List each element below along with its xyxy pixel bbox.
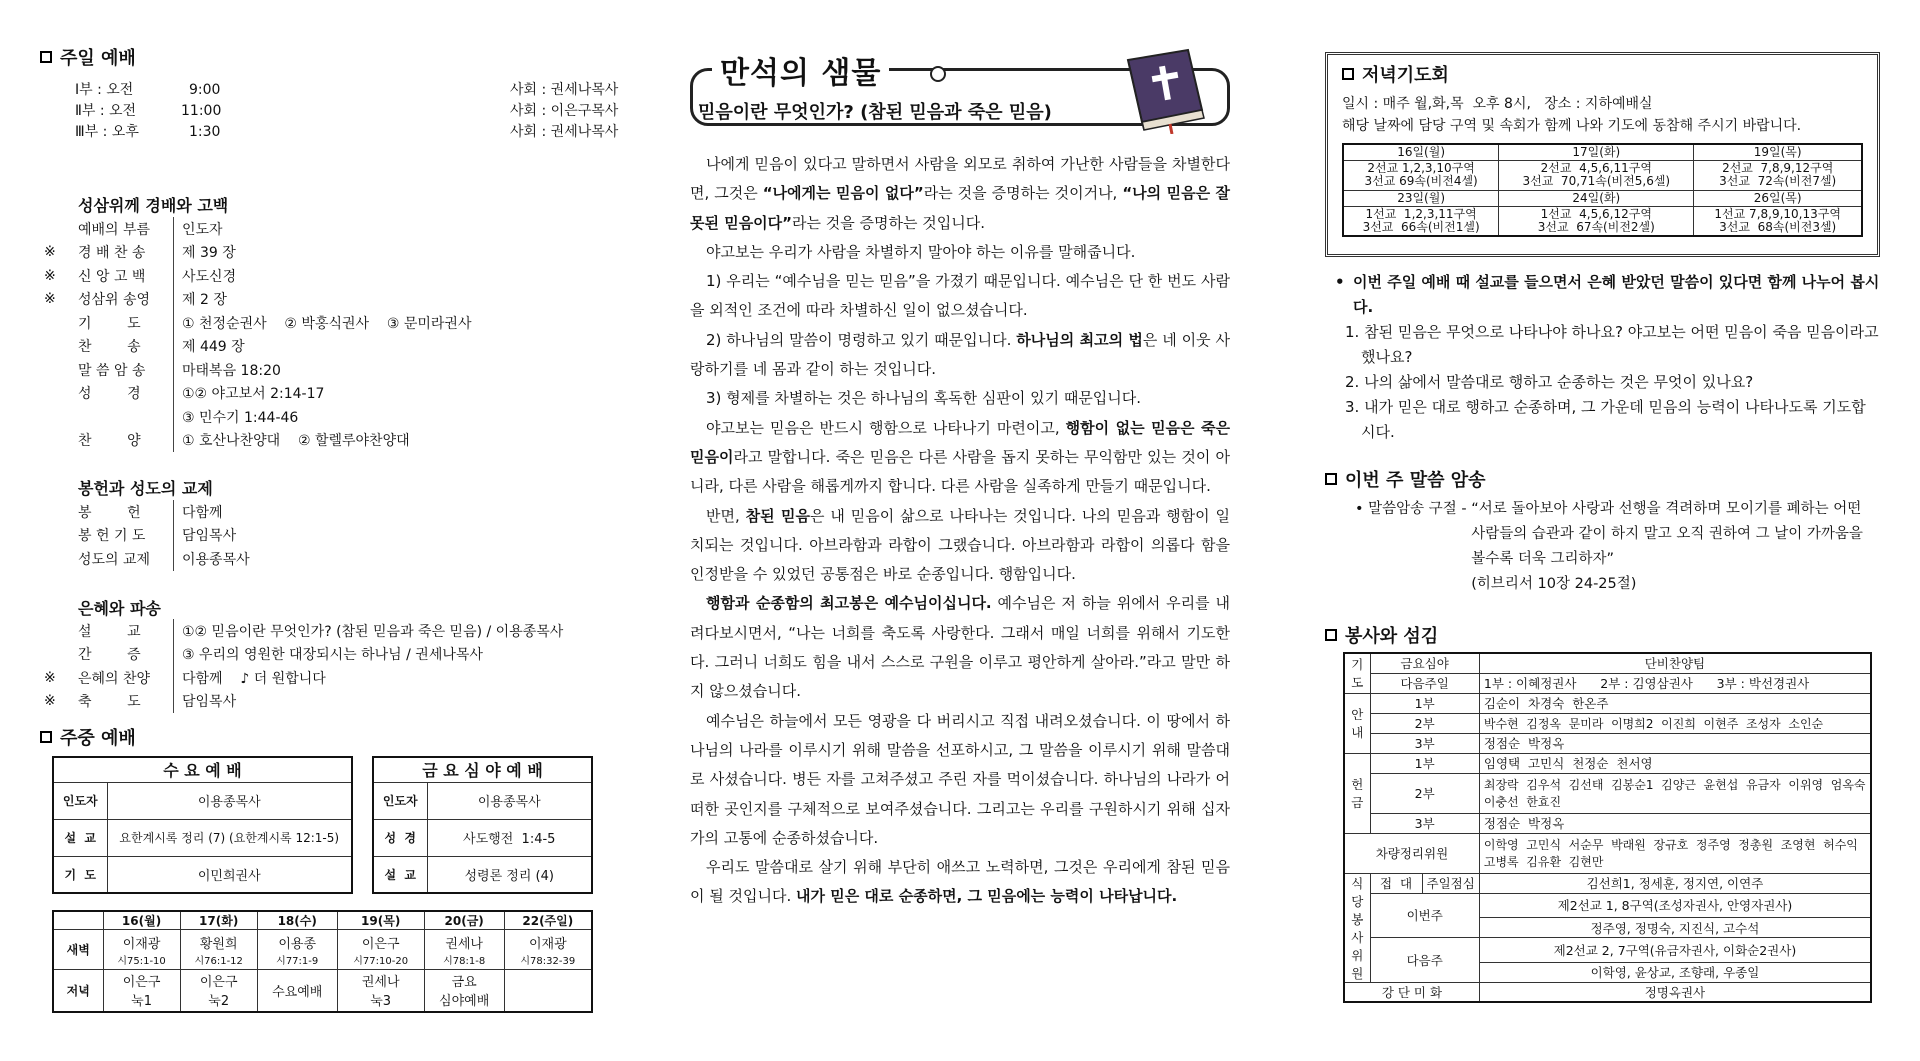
order-section-title: 은혜와 파송: [78, 599, 161, 618]
sharing-question: 3. 내가 믿은 대로 행하고 순종하며, 그 가운데 믿음의 능력이 나타나도록 기도합시다.: [1345, 398, 1866, 441]
column-paragraph: 나에게 믿음이 있다고 말하면서 사람을 외모로 취하여 가난한 사람들을 차별한다면, 그것은 “나에게는 믿음이 없다”라는 것을 증명하는 것이거나, “나의 믿음은 잘못된 믿음이다”라는 것을 증명하는 것입니다.: [690, 155, 1230, 232]
order-row: ※ 축 도 담임목사: [40, 690, 600, 714]
order-row: ※ 신 앙 고 백 사도신경: [40, 264, 600, 288]
order-row: 봉 헌 다함께: [40, 500, 600, 524]
column-body: [690, 150, 1230, 912]
checkbox-square-icon: [1342, 68, 1354, 80]
sunday-heading: 주일 예배: [40, 44, 136, 70]
column-paragraph: 야고보는 우리가 사람을 차별하지 말아야 하는 이유를 말해줍니다.: [706, 242, 1136, 261]
service-heading: 봉사와 섬김: [1325, 622, 1438, 648]
sharing-question: 2. 나의 삶에서 말씀대로 행하고 순종하는 것은 무엇이 있나요?: [1345, 373, 1754, 391]
service-table: 기도 금요심야 단비찬양팀 다음주일 1부 : 이혜정권사 2부 : 김영삼권사 3부 : 박선경권사 안내 1부 김순이 차경숙 한온주 2부 박수현 김정옥 문미라 이명희2 이진희 이현주 조성자 소인순 3부 정점순 박정옥 헌금 1부 임영택 고민식 천정순 천서영 2부 최장락 김우석 김선태 김봉순1 김양근 윤현섭 유금자 이위영 엄옥숙 이충선 한효진 3부 정점순 박정옥 차량정리위원 이학영 고민식 서순무 박래원 장규호 정주영 정총원 조영현 허수익 고병록 김유환 김현만 식당 봉사 위원 접 대 주일점심 김선희1, 정세훈, 정지연, 이연주 이번주 제2선교 1, 8구역(조성자권사, 안영자권사) 정주영, 정명숙, 지진식, 고수석 다음주 제2선교 2, 7구역(유금자권사, 이화순2권사) 이학영, 윤상교, 조향래, 우종일 강 단 미 화 정명옥권사: [1343, 652, 1872, 1003]
order-row: ※ 은혜의 찬양 다함께 ♪ 더 원합니다: [40, 666, 600, 690]
evening-prayer-heading: 저녁기도회: [1342, 61, 1863, 87]
column-paragraph: 야고보는 믿음은 반드시 행함으로 나타나기 마련이고, 행함이 없는 믿음은 죽은 믿음이라고 말합니다. 죽은 믿음은 다른 사람을 돕지 못하는 무익함만 있는 것이 아니라, 다른 사람을 해롭게까지 합니다. 다른 사람을 실족하게 만들기 때문입니다.: [690, 418, 1230, 496]
column-banner: [690, 48, 1230, 130]
order-list-3: [40, 619, 600, 713]
column-paragraph: 행함과 순종함의 최고봉은 예수님이십니다. 예수님은 저 하늘 위에서 우리를 내려다보시면서, “나는 너희를 축도록 사랑한다. 그래서 매일 너희를 위해서 기도한다. 그러니 너희도 힘을 내서 스스로 구원을 이루고 평안하게 살아라.”라고 말만 하지 않으셨습니다.: [690, 594, 1230, 701]
order-row: 기 도 ① 천정순권사 ② 박홍식권사 ③ 문미라권사: [40, 311, 600, 335]
order-row: 봉 헌 기 도 담임목사: [40, 524, 600, 548]
order-section-title: 봉헌과 성도의 교제: [78, 479, 213, 498]
column-title: 만석의 샘물: [712, 48, 889, 92]
column-paragraph: 3) 형제를 차별하는 것은 하나님의 혹독한 심판이 있기 때문입니다.: [706, 389, 1142, 408]
memory-heading: 이번 주 말씀 암송: [1325, 466, 1486, 492]
prayer-info: 해당 날짜에 담당 구역 및 속회가 함께 나와 기도에 동참해 주시기 바랍니다.: [1342, 118, 1802, 134]
weekly-schedule-table: 16(월) 17(화) 18(수) 19(목) 20(금) 22(주일) 새벽 이재광 시75:1-10 황원희 시76:1-12 이용종 시77:1-9 이은구 시77:10-20 권세나 시78:1-8 이재광 시78:32-39 저녁 이은구 눅1 이은구 눅2 수요예배 권세나 눅3 금요 심야예배: [52, 910, 593, 1013]
order-row: 찬 송 제 449 장: [40, 335, 600, 359]
order-row: 설 교 ①② 믿음이란 무엇인가? (참된 믿음과 죽은 믿음) / 이용종목사: [40, 619, 600, 643]
column-paragraph: 2) 하나님의 말씀이 명령하고 있기 때문입니다. 하나님의 최고의 법은 네 이웃 사랑하기를 네 몸과 같이 하는 것입니다.: [690, 330, 1231, 379]
order-list-2: [40, 500, 600, 571]
service-row: Ⅱ부 : 오전 11:00 사회 : 이은구목사: [75, 103, 619, 119]
service-row: Ⅲ부 : 오후 1:30 사회 : 권세나목사: [75, 124, 619, 140]
order-row: 간 증 ③ 우리의 영원한 대장되시는 하나님 / 권세나목사: [40, 643, 600, 667]
order-row: 예배의 부름 인도자: [40, 217, 600, 241]
order-row: 성 경 ①② 야고보서 2:14-17: [40, 382, 600, 406]
service-times: [75, 80, 635, 143]
weekday-heading: 주중 예배: [40, 724, 136, 750]
sharing-question: 1. 참된 믿음은 무엇으로 나타나야 하나요? 야고보는 어떤 믿음이 죽음 믿음이라고 했나요?: [1345, 323, 1879, 366]
checkbox-square-icon: [1325, 473, 1337, 485]
prayer-info: 일시 : 매주 월,화,목 오후 8시, 장소 : 지하예배실: [1342, 96, 1653, 112]
column-paragraph: 예수님은 하늘에서 모든 영광을 다 버리시고 직접 내려오셨습니다. 이 땅에서 하나님의 나라를 이루시기 위해 말씀을 선포하시고, 그 말씀을 이루시기 위해 말씀대로 사셨습니다. 병든 자를 고쳐주셨고 주린 자를 먹이셨습니다. 하나님의 나라가 어떠한 곳인지를 구체적으로 보여주셨습니다. 그리고는 우리를 구원하시기 위해 십자가의 고통에 순종하셨습니다.: [690, 711, 1230, 847]
wednesday-table: 수 요 예 배 인도자 이용종목사 설 교 요한계시록 정리 (7) (요한계시록 12:1-5) 기 도 이민희권사: [52, 756, 353, 894]
column-subtitle: 믿음이란 무엇인가? (참된 믿음과 죽은 믿음): [698, 102, 1052, 123]
order-row: 찬 양 ① 호산나찬양대 ② 할렐루야찬양대: [40, 429, 600, 453]
prayer-schedule-table: 16일(월) 17일(화) 19일(목) 2선교 1,2,3,10구역 3선교 69속(비전4셀) 2선교 4,5,6,11구역 3선교 70,71속(비전5,6셀) 2선교 7,8,9,12구역 3선교 72속(비전7셀) 23일(월) 24일(화) 26일(목) 1선교 1,2,3,11구역 3선교 66속(비전1셀) 1선교 4,5,6,12구역 3선교 67속(비전2셀) 1선교 7,8,9,10,13구역 3선교 68속(비전3셀): [1342, 143, 1863, 237]
sharing-section: [1325, 270, 1880, 445]
order-list-1: [40, 217, 600, 452]
column-paragraph: 우리도 말씀대로 살기 위해 부단히 애쓰고 노력하면, 그것은 우리에게 참된 믿음이 될 것입니다. 내가 믿은 대로 순종하면, 그 믿음에는 능력이 나타납니다.: [690, 858, 1230, 906]
banner-circle-icon: [930, 66, 946, 82]
column-paragraph: 1) 우리는 “예수님을 믿는 믿음”을 가졌기 때문입니다. 예수님은 단 한 번도 사람을 외적인 조건에 따라 차별하신 일이 없으셨습니다.: [690, 272, 1230, 320]
friday-table: 금 요 심 야 예 배 인도자 이용종목사 성 경 사도행전 1:4-5 설 교 성령론 정리 (4): [372, 756, 593, 894]
order-row: 성도의 교제 이용종목사: [40, 547, 600, 571]
service-row: Ⅰ부 : 오전 9:00 사회 : 권세나목사: [75, 82, 619, 98]
sharing-lead: • 이번 주일 예배 때 설교를 들으면서 은혜 받았던 말씀이 있다면 함께 나누어 봅시다.: [1335, 273, 1880, 316]
bible-icon: [1110, 48, 1210, 134]
checkbox-square-icon: [1325, 629, 1337, 641]
order-row: ※ 경 배 찬 송 제 39 장: [40, 241, 600, 265]
memory-verse: • 말씀암송 구절 - “서로 돌아보아 사랑과 선행을 격려하며 모이기를 폐하는 어떤 사람들의 습관과 같이 하지 말고 오직 권하여 그 날이 가까움을 볼수록 더욱 그리하자” (히브리서 10장 24-25절): [1355, 501, 1863, 592]
checkbox-square-icon: [40, 731, 52, 743]
order-row: 말 씀 암 송 마태복음 18:20: [40, 358, 600, 382]
order-row: ③ 민수기 1:44-46: [40, 405, 600, 429]
column-paragraph: 반면, 참된 믿음은 내 믿음이 삶으로 나타나는 것입니다. 나의 믿음과 행함이 일치되는 것입니다. 아브라함과 라합이 그랬습니다. 아브라함과 라합이 의롭다 함을 인정받을 수 있었던 공통점은 바로 순종입니다. 행함입니다.: [690, 506, 1230, 584]
evening-prayer-box: [1325, 52, 1880, 257]
order-section-title: 성삼위께 경배와 고백: [78, 196, 229, 215]
order-row: ※ 성삼위 송영 제 2 장: [40, 288, 600, 312]
checkbox-square-icon: [40, 51, 52, 63]
